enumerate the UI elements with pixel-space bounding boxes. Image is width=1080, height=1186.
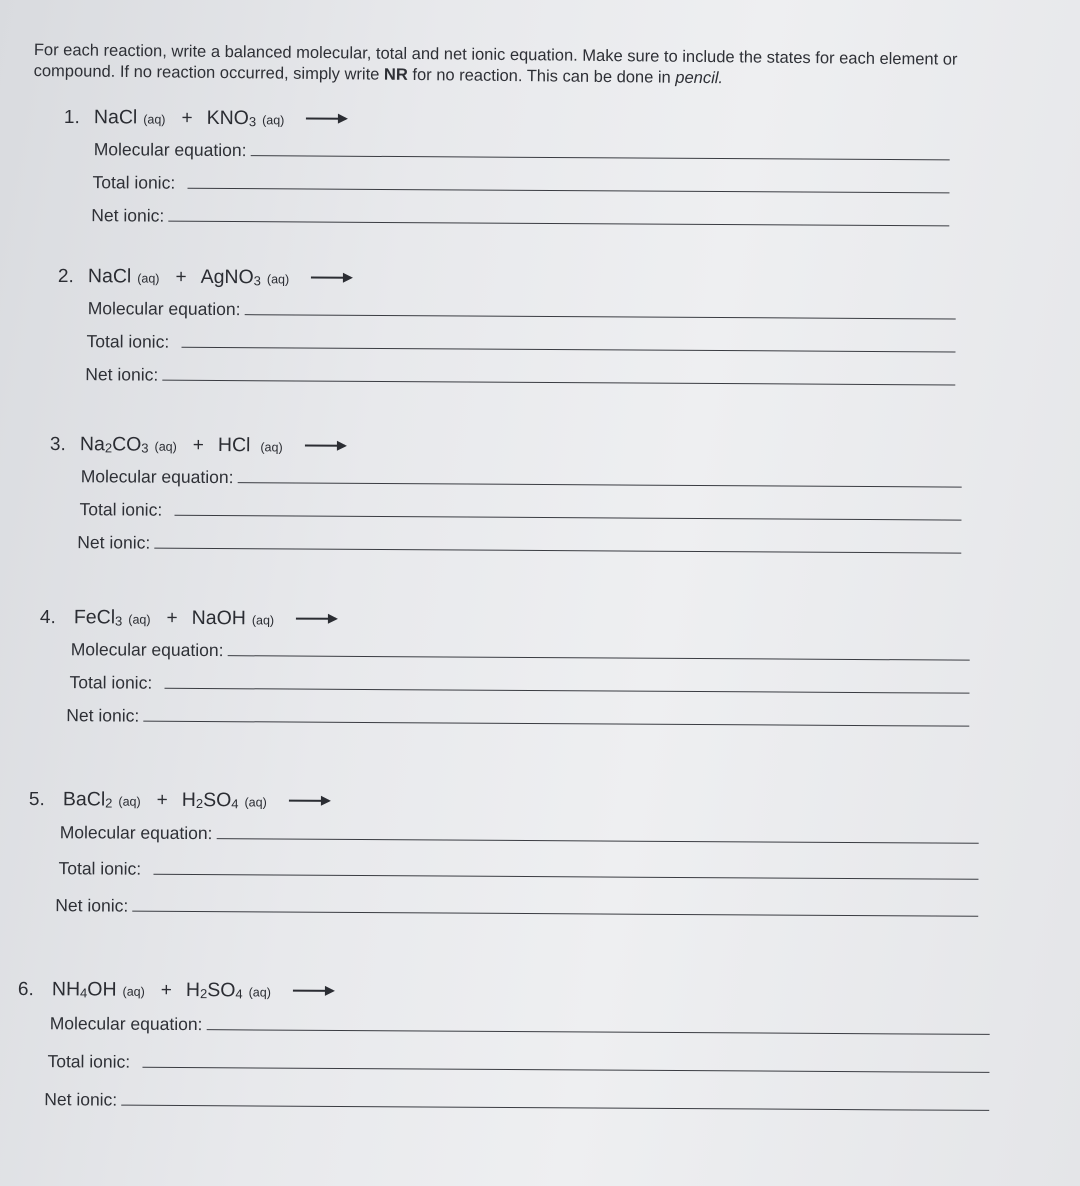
problem-number: 4. [39,607,56,629]
reaction-arrow-icon [306,117,346,119]
net-row [39,698,969,737]
reactant-1: $Na_2CO_3$ [79,433,149,456]
total-label: Total ionic: [69,672,153,693]
total-label: Total ionic: [47,1051,131,1072]
nr-bold: NR [383,65,408,84]
state-label: (aq) [248,985,271,1000]
pencil-italic: pencil. [675,68,724,88]
reactant-1: NaCl [93,106,138,129]
total-answer-line[interactable] [187,166,949,194]
net-row [49,525,961,564]
instructions-text-2: for no reaction. This can be done in [407,65,676,87]
molecular-label: Molecular equation: [59,822,213,844]
total-row [63,165,949,203]
molecular-label: Molecular equation: [49,1013,203,1035]
state-label: (aq) [260,440,283,455]
net-label: Net ionic: [66,705,140,726]
molecular-answer-line[interactable] [244,292,955,319]
net-row [28,887,978,930]
reactant-2: $H_2SO_4$ [181,788,239,812]
reactant-1: $NH_4OH$ [51,978,117,1001]
plus-sign: + [156,789,168,811]
total-answer-line[interactable] [181,325,955,353]
reactant-2: AgNO$_3$ [200,265,261,289]
molecular-row [58,291,956,329]
reactant-1: FeCl$_3$ [73,606,123,629]
total-label: Total ionic: [92,172,176,193]
total-row [49,492,961,531]
state-label: (aq) [262,113,285,128]
net-label: Net ionic: [44,1089,118,1110]
plus-sign: + [166,607,178,629]
molecular-label: Molecular equation: [70,639,224,661]
problem-6 [17,978,990,1124]
net-row [17,1080,989,1124]
state-label: (aq) [122,984,145,999]
state-label: (aq) [244,795,267,810]
problem-number: 6. [17,979,34,1001]
plus-sign: + [160,979,172,1001]
instructions-text: For each reaction, write a balanced molecular, total and net ionic equation. Make sure to include the states for each element or compound. If no reaction occurred, simply write [33,40,958,84]
state-label: (aq) [143,112,166,127]
total-row [28,850,978,893]
state-label: (aq) [251,613,275,628]
state-label: (aq) [128,612,151,627]
total-answer-line[interactable] [153,852,978,880]
molecular-answer-line[interactable] [237,460,961,487]
problem-4 [39,606,970,737]
reaction-arrow-icon [305,445,345,447]
net-label: Net ionic: [91,205,165,226]
problem-1 [63,106,950,236]
total-row [57,324,955,362]
problem-number: 3. [49,433,66,456]
molecular-label: Molecular equation: [87,298,241,320]
total-answer-line[interactable] [142,1045,989,1073]
net-row [63,198,949,236]
molecular-row [29,814,979,856]
net-answer-line[interactable] [168,199,949,227]
net-answer-line[interactable] [132,889,978,917]
molecular-answer-line[interactable] [206,1007,989,1035]
molecular-answer-line[interactable] [216,816,978,844]
plus-sign: + [181,107,193,129]
problem-2 [57,265,956,395]
reactant-2: $KNO_3$ [206,106,257,130]
plus-sign: + [192,434,204,456]
problem-number: 2. [57,265,74,288]
reactant-2: NaOH [191,606,246,630]
reaction-arrow-icon [311,277,351,279]
net-answer-line[interactable] [143,699,969,727]
molecular-answer-line[interactable] [227,633,969,661]
reactant-1: NaCl [87,265,132,288]
problem-number: 1. [63,106,80,129]
problem-number: 5. [28,789,45,811]
molecular-row [50,459,962,498]
total-answer-line[interactable] [164,666,969,694]
reaction-arrow-icon [293,990,333,992]
total-row [17,1042,989,1086]
total-label: Total ionic: [79,499,163,520]
total-label: Total ionic: [58,858,142,879]
net-label: Net ionic: [77,532,151,553]
net-label: Net ionic: [85,364,159,385]
state-label: (aq) [154,439,177,454]
problem-5 [28,788,979,930]
instructions [34,40,994,92]
state-label: (aq) [118,794,141,809]
problem-3 [49,433,962,564]
molecular-answer-line[interactable] [250,133,949,160]
reaction-arrow-icon [289,800,329,802]
plus-sign: + [175,266,187,288]
state-label: (aq) [137,271,160,286]
total-answer-line[interactable] [174,493,961,521]
molecular-label: Molecular equation: [80,466,234,488]
reaction-arrow-icon [296,618,336,620]
net-row [57,357,955,395]
molecular-row [18,1004,990,1048]
state-label: (aq) [266,272,290,287]
reactant-2: HCl [217,434,251,457]
net-answer-line[interactable] [121,1083,989,1111]
molecular-label: Molecular equation: [93,139,247,161]
reactant-1: BaCl$_2$ [62,788,113,811]
reactant-2: $H_2SO_4$ [185,979,243,1002]
net-answer-line[interactable] [162,358,955,386]
total-label: Total ionic: [86,331,170,352]
net-label: Net ionic: [55,895,129,916]
net-answer-line[interactable] [154,526,961,554]
molecular-row [64,132,950,170]
